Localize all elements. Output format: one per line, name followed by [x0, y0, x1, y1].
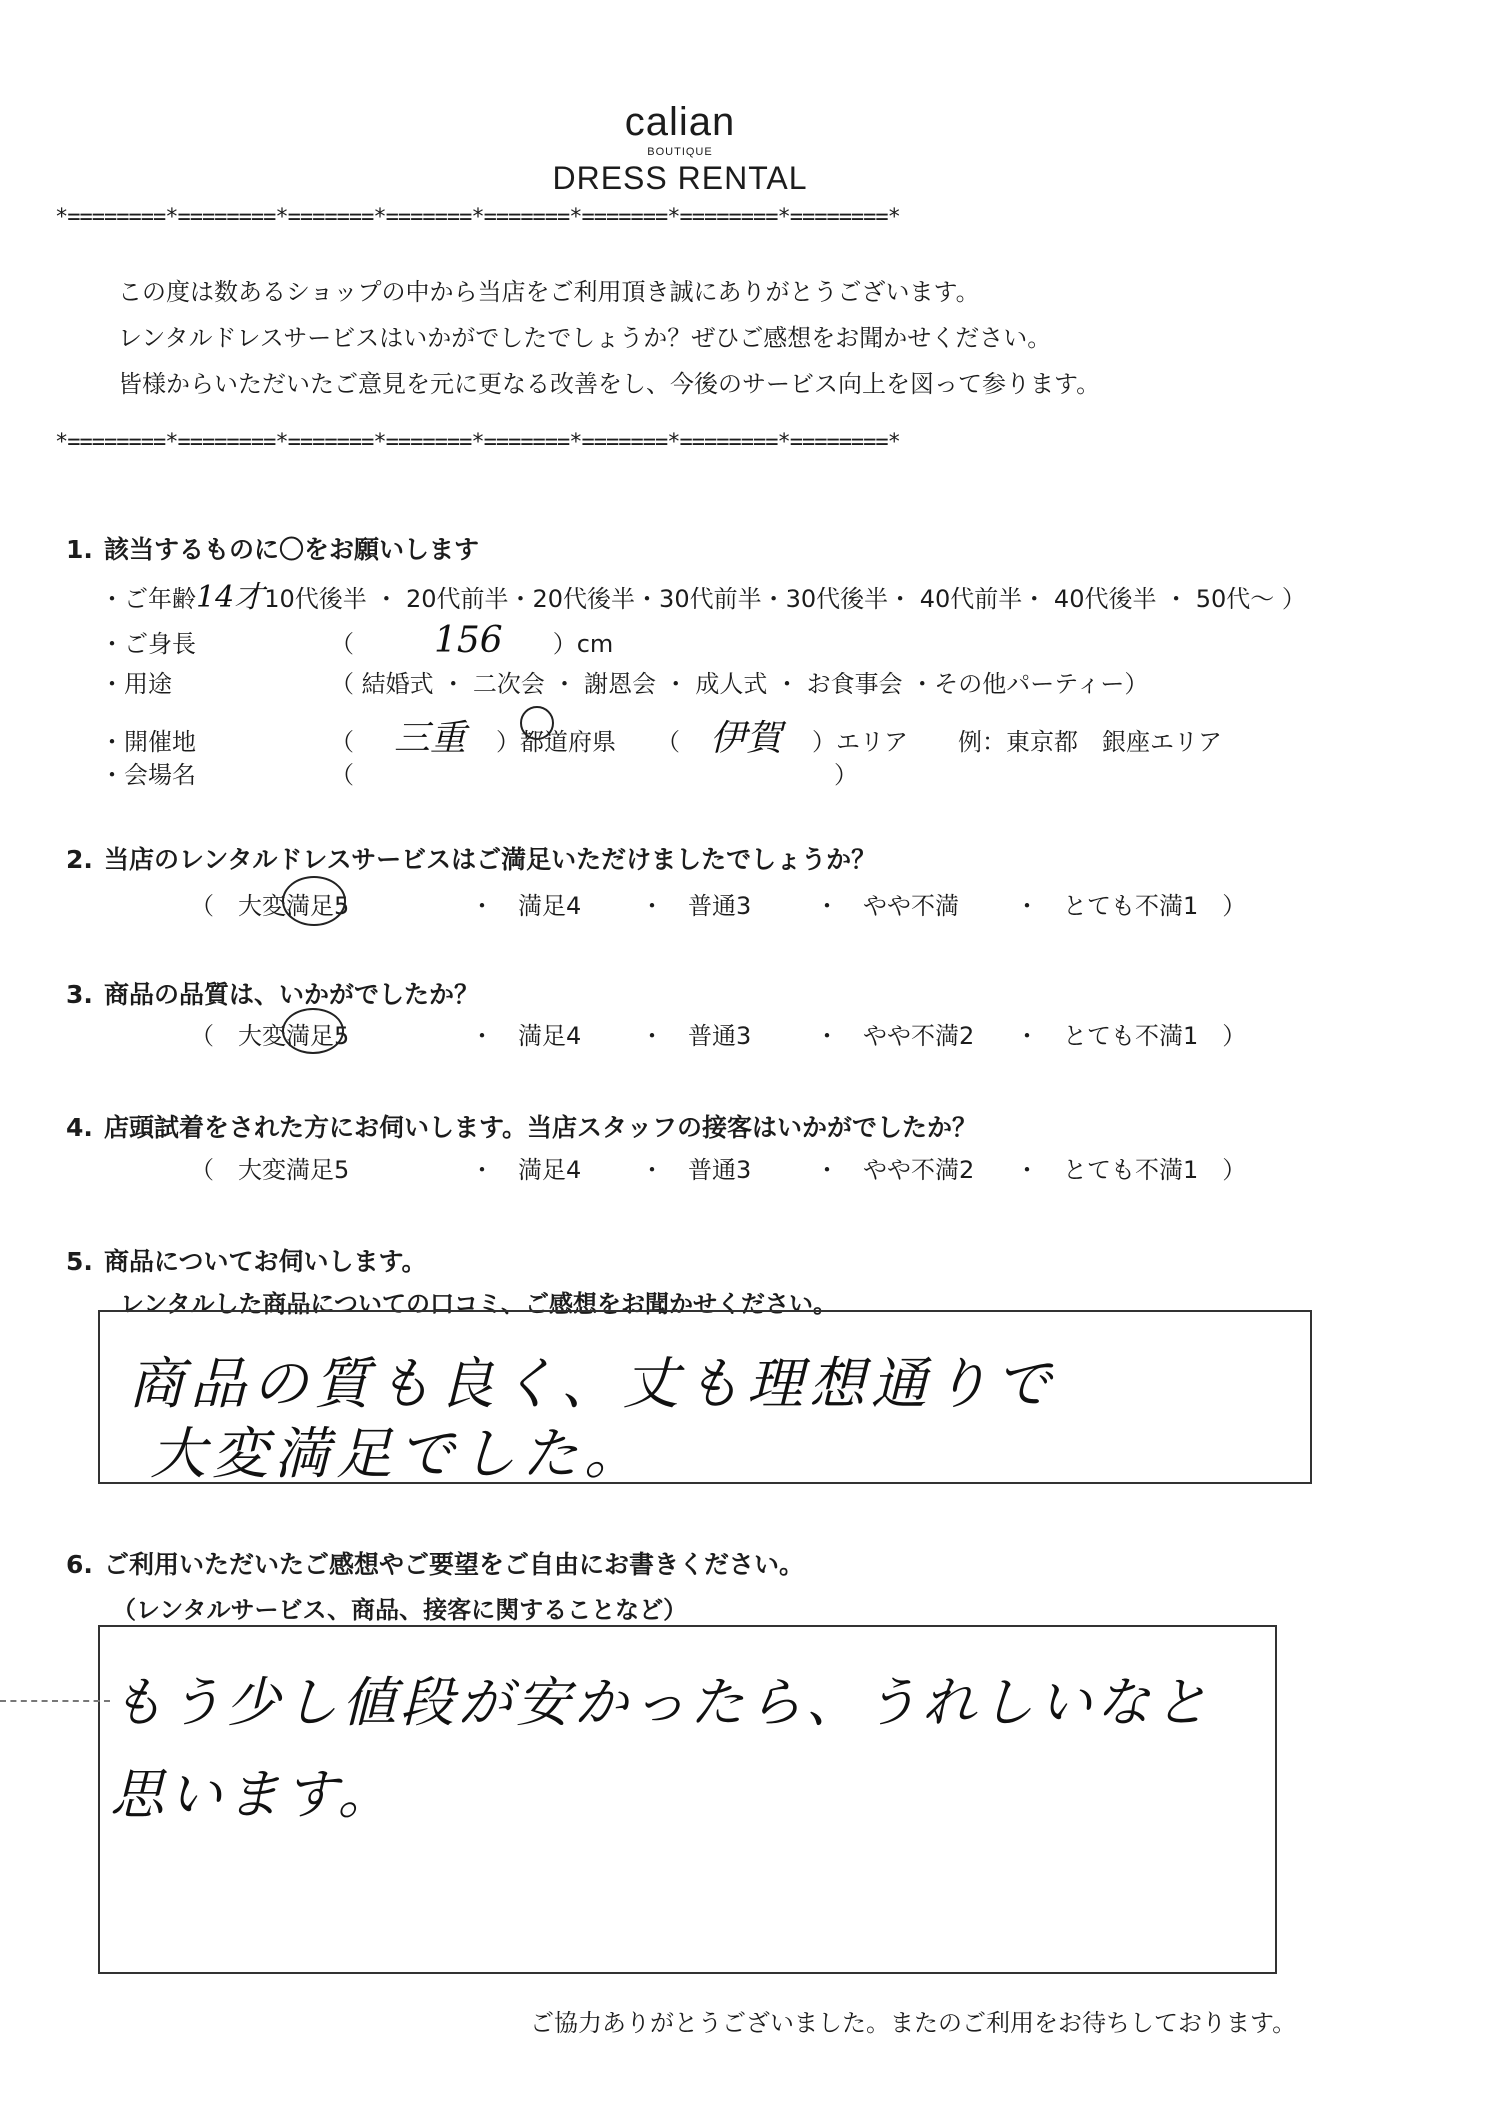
venue-area-row: [100, 710, 1222, 761]
question-2-options: [190, 886, 1246, 921]
option-dissatisfied[interactable]: ・ やや不満2: [815, 1022, 975, 1050]
purpose-row: [100, 664, 1148, 699]
venue-name-label: ・会場名: [100, 761, 196, 789]
option-neutral[interactable]: ・ 普通3: [640, 1022, 752, 1050]
divider-top: *========*========*=======*=======*=======*=======*========*========*: [55, 205, 900, 230]
question-2-title: [66, 840, 876, 876]
option-very-satisfied[interactable]: （ 大変満足5: [190, 1022, 350, 1050]
comment-answer-line-2: 思います。: [110, 1763, 396, 1826]
selected-circle-mark: [282, 876, 346, 926]
prefecture-suffix: ）都道府県: [496, 728, 617, 756]
question-5-title: [66, 1242, 427, 1278]
option-satisfied[interactable]: ・ 満足4: [470, 892, 582, 920]
question-number: 1.: [66, 535, 93, 564]
age-options: 10代後半 ・ 20代前半・20代後半・30代前半・30代後半・ 40代前半・ 40代後半 ・ 50代～ ）: [264, 585, 1306, 613]
height-unit: ）cm: [552, 630, 614, 658]
question-number: 2.: [66, 845, 93, 874]
age-handwritten[interactable]: 14才: [196, 580, 265, 615]
option-very-dissatisfied[interactable]: ・ とても不満1 ）: [1015, 892, 1247, 920]
area-suffix: ）エリア: [812, 728, 909, 756]
option-very-dissatisfied[interactable]: ・ とても不満1 ）: [1015, 1156, 1247, 1184]
selected-circle-mark: [282, 1008, 344, 1054]
divider-bottom: *========*========*=======*=======*=======*=======*========*========*: [55, 430, 900, 455]
question-text: 該当するものに〇をお願いします: [104, 535, 480, 564]
option-dissatisfied[interactable]: ・ やや不満2: [815, 1156, 975, 1184]
area-value[interactable]: 伊賀: [710, 718, 783, 759]
footer-thanks: ご協力ありがとうございました。またのご利用をお待ちしております。: [530, 2009, 1297, 2037]
area-example: 例：東京都 銀座エリア: [958, 728, 1223, 756]
age-label: ・ご年齢: [100, 585, 196, 613]
form-title: DRESS RENTAL: [552, 160, 808, 196]
question-text: 店頭試着をされた方にお伺いします。当店スタッフの接客はいかがでしたか？: [104, 1113, 978, 1142]
question-4-options: [190, 1150, 1246, 1185]
question-3-title: [66, 975, 479, 1011]
question-text: ご利用いただいたご感想やご要望をご自由にお書きください。: [104, 1550, 805, 1579]
option-satisfied[interactable]: ・ 満足4: [470, 1022, 582, 1050]
venue-name-open: （: [330, 761, 354, 789]
prefecture-circle-mark: [520, 706, 554, 740]
question-3-options: [190, 1016, 1246, 1051]
review-answer-line-1: 商品の質も良く、丈も理想通りで: [128, 1352, 1057, 1417]
venue-area-label: ・開催地: [100, 728, 196, 756]
comment-answer-line-1: もう少し値段が安かったら、うれしいなと: [110, 1671, 1212, 1734]
question-number: 3.: [66, 980, 93, 1009]
age-row: [100, 572, 1306, 616]
question-6-title: [66, 1545, 804, 1581]
question-1-title: [66, 530, 479, 566]
question-text: 商品の品質は、いかがでしたか？: [104, 980, 480, 1009]
question-text: 当店のレンタルドレスサービスはご満足いただけましたでしょうか？: [104, 845, 877, 874]
review-answer-line-2: 大変満足でした。: [150, 1422, 646, 1487]
intro-line-3: 皆様からいただいたご意見を元に更なる改善をし、今後のサービス向上を図って参ります。: [118, 370, 1101, 398]
height-row: [100, 620, 613, 661]
option-neutral[interactable]: ・ 普通3: [640, 1156, 752, 1184]
intro-line-1: この度は数あるショップの中から当店をご利用頂き誠にありがとうございます。: [118, 278, 980, 306]
question-text: 商品についてお伺いします。: [104, 1247, 427, 1276]
option-neutral[interactable]: ・ 普通3: [640, 892, 752, 920]
option-very-satisfied[interactable]: （ 大変満足5: [190, 1156, 350, 1184]
option-very-dissatisfied[interactable]: ・ とても不満1 ）: [1015, 1022, 1247, 1050]
height-label: ・ご身長: [100, 630, 196, 658]
option-very-satisfied[interactable]: （ 大変満足5: [190, 892, 350, 920]
height-open: （: [330, 630, 354, 658]
prefecture-value[interactable]: 三重: [394, 718, 467, 759]
scan-artifact-line: [0, 1700, 110, 1702]
purpose-options: （ 結婚式 ・ 二次会 ・ 謝恩会 ・ 成人式 ・ お食事会 ・その他パーティー）: [330, 670, 1149, 698]
question-number: 6.: [66, 1550, 93, 1579]
brand-logo: calian: [624, 100, 736, 144]
venue-name-row: [100, 755, 858, 790]
question-number: 4.: [66, 1113, 93, 1142]
venue-open: （: [330, 728, 354, 756]
area-open: （: [656, 728, 681, 756]
question-4-title: [66, 1108, 977, 1144]
height-value[interactable]: 156: [434, 620, 503, 661]
option-satisfied[interactable]: ・ 満足4: [470, 1156, 582, 1184]
intro-line-2: レンタルドレスサービスはいかがでしたでしょうか？ぜひご感想をお聞かせください。: [118, 324, 1052, 352]
purpose-label: ・用途: [100, 670, 172, 698]
question-6-subtitle: （レンタルサービス、商品、接客に関することなど）: [112, 1596, 688, 1624]
question-5-subtitle: レンタルした商品についての口コミ、ご感想をお聞かせください。: [120, 1290, 837, 1318]
question-number: 5.: [66, 1247, 93, 1276]
option-dissatisfied[interactable]: ・ やや不満: [815, 892, 959, 920]
brand-subtitle: BOUTIQUE: [647, 146, 713, 158]
venue-name-close: ）: [834, 761, 858, 789]
